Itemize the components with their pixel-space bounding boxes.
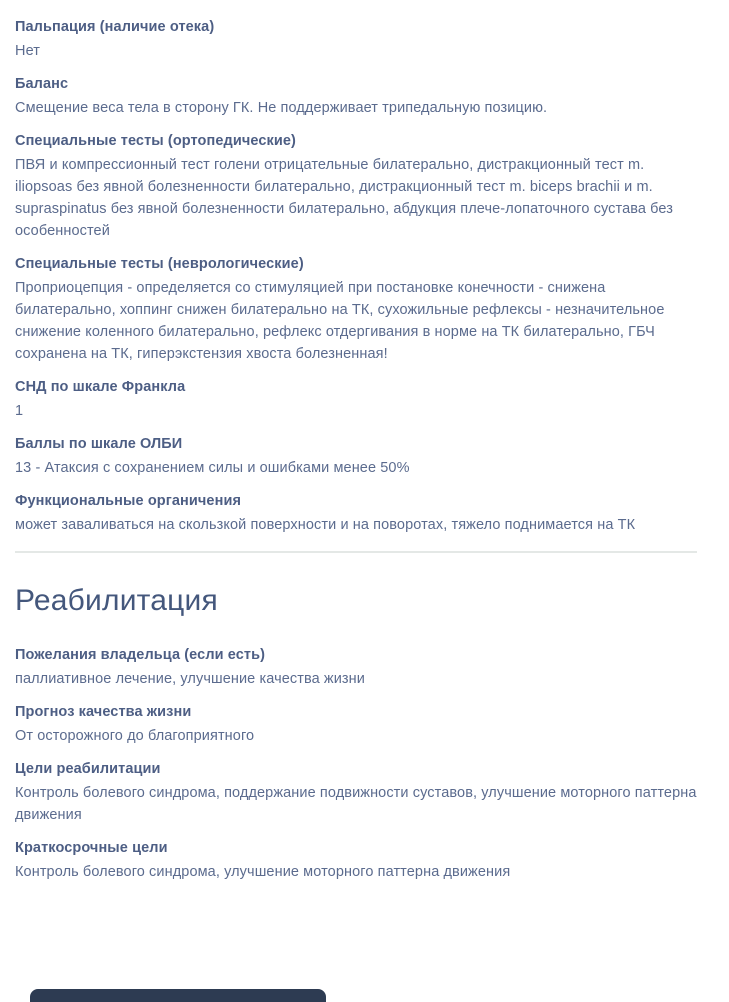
field-neurologic-tests [15, 254, 699, 365]
field-balance [15, 74, 699, 119]
field-short-term-goals [15, 838, 699, 883]
rehabilitation-section-title: Реабилитация [15, 584, 218, 617]
field-label: Функциональные органичения [15, 493, 242, 509]
section-divider [15, 551, 697, 553]
field-label: Цели реабилитации [15, 761, 161, 777]
field-value: паллиативное лечение, улучшение качества жизни [15, 671, 365, 687]
field-value: Смещение веса тела в сторону ГК. Не поддерживает трипедальную позицию. [15, 100, 548, 116]
field-value: Проприоцепция - определяется со стимуляцией при постановке конечности - снижена билатерально, хоппинг снижен билатерально на ТК, сухожильные рефлексы - незначительное снижение коленного билатерально, рефлекс отдергивания в норме на ТК билатерально, ГБЧ сохранена на ТК, гиперэкстензия хвоста болезненная! [15, 280, 665, 362]
field-label: СНД по шкале Франкла [15, 379, 186, 395]
field-label: Баллы по шкале ОЛБИ [15, 436, 183, 452]
field-value: Контроль болевого синдрома, улучшение моторного паттерна движения [15, 864, 511, 880]
field-value: Нет [15, 43, 40, 59]
field-label: Специальные тесты (ортопедические) [15, 133, 296, 149]
field-label: Пожелания владельца (если есть) [15, 647, 266, 663]
field-olby-score [15, 434, 699, 479]
field-value: ПВЯ и компрессионный тест голени отрицательные билатерально, дистракционный тест m. iliopsoas без явной болезненности билатерально, дистракционный тест m. biceps brachii и m. supraspinatus без явной болезненности билатерально, абдукция плече-лопаточного сустава без особенностей [15, 157, 674, 239]
field-label: Краткосрочные цели [15, 840, 168, 856]
field-functional-limitations [15, 491, 699, 536]
field-value: От осторожного до благоприятного [15, 728, 255, 744]
field-rehab-goals [15, 759, 699, 826]
field-label: Баланс [15, 76, 69, 92]
field-label: Пальпация (наличие отека) [15, 19, 215, 35]
submit-button-partial[interactable] [30, 989, 326, 1002]
field-frankel-scale [15, 377, 699, 422]
field-label: Специальные тесты (неврологические) [15, 256, 304, 272]
field-orthopedic-tests [15, 131, 699, 242]
field-label: Прогноз качества жизни [15, 704, 192, 720]
field-owner-wishes [15, 645, 699, 690]
field-value: Контроль болевого синдрома, поддержание подвижности суставов, улучшение моторного паттерна движения [15, 785, 697, 823]
field-quality-of-life-prognosis [15, 702, 699, 747]
field-palpation [15, 17, 699, 62]
field-value: может заваливаться на скользкой поверхности и на поворотах, тяжело поднимается на ТК [15, 517, 636, 533]
field-value: 1 [15, 403, 24, 419]
field-value: 13 - Атаксия с сохранением силы и ошибками менее 50% [15, 460, 410, 476]
